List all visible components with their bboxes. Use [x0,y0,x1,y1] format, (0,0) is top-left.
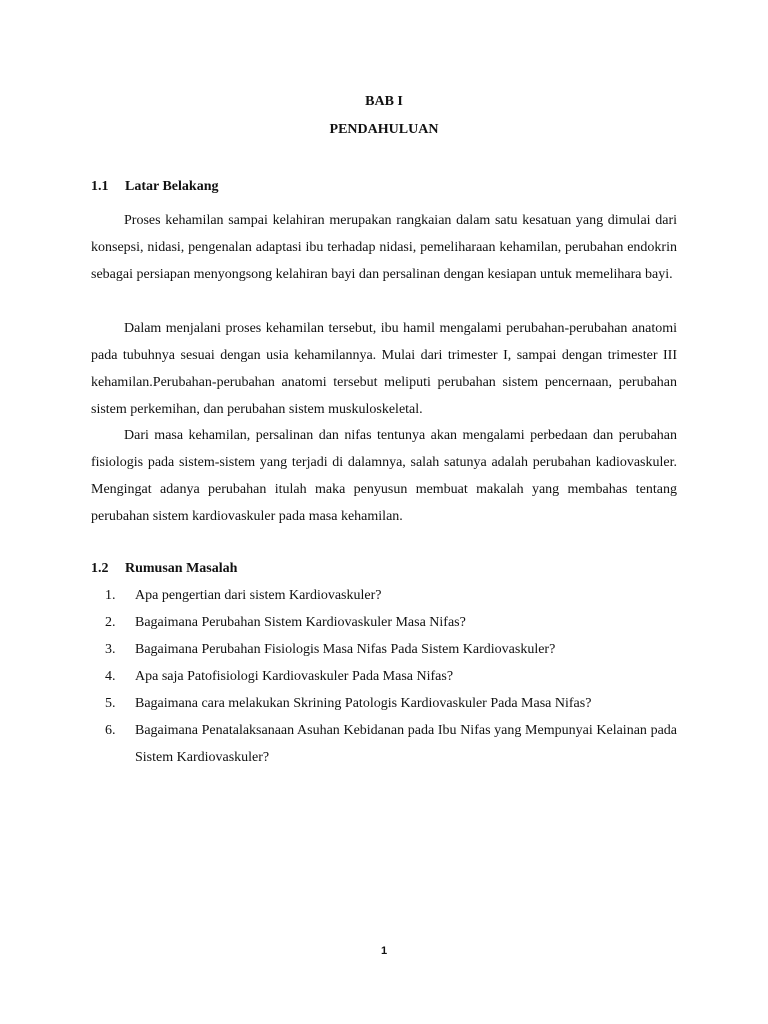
list-item [91,609,677,636]
list-number: 1. [105,588,116,603]
problem-list [91,582,677,771]
list-item-text: Bagaimana Penatalaksanaan Asuhan Kebidanan pada Ibu Nifas yang Mempunyai Kelainan pada Sistem Kardiovaskuler? [135,723,677,765]
list-item [91,663,677,690]
list-item-text: Apa pengertian dari sistem Kardiovaskuler? [135,588,382,603]
section-title: Latar Belakang [125,179,219,194]
page-number: 1 [380,945,388,957]
section-heading-rumusan-masalah [91,560,237,578]
section-number: 1.1 [91,179,109,194]
section-heading-latar-belakang [91,178,218,196]
paragraph: Dalam menjalani proses kehamilan tersebut, ibu hamil mengalami perubahan-perubahan anatomi pada tubuhnya sesuai dengan usia kehamilannya. Mulai dari trimester I, sampai dengan trimester III kehamilan.Perubahan-perubahan anatomi tersebut meliputi perubahan sistem pencernaan, perubahan sistem perkemihan, dan perubahan sistem muskuloskeletal. [91,321,677,417]
list-number: 2. [105,615,116,630]
list-item-text: Bagaimana Perubahan Fisiologis Masa Nifas Pada Sistem Kardiovaskuler? [135,642,556,657]
list-item [91,717,677,771]
list-item-text: Apa saja Patofisiologi Kardiovaskuler Pada Masa Nifas? [135,669,454,684]
section-number: 1.2 [91,561,109,576]
list-item [91,690,677,717]
list-item-text: Bagaimana Perubahan Sistem Kardiovaskuler Masa Nifas? [135,615,466,630]
list-number: 5. [105,696,116,711]
paragraph: Dari masa kehamilan, persalinan dan nifas tentunya akan mengalami perbedaan dan perubahan fisiologis pada sistem-sistem yang terjadi di dalamnya, salah satunya adalah perubahan kadiovaskuler. Mengingat adanya perubahan itulah maka penyusun membuat makalah yang membahas tentang perubahan sistem kardiovaskuler pada masa kehamilan. [91,428,677,524]
chapter-label: BAB I [365,94,403,109]
list-number: 6. [105,723,116,738]
list-item-text: Bagaimana cara melakukan Skrining Patologis Kardiovaskuler Pada Masa Nifas? [135,696,592,711]
list-number: 3. [105,642,116,657]
chapter-title: PENDAHULUAN [329,122,439,137]
list-item [91,582,677,609]
list-item [91,636,677,663]
section-title: Rumusan Masalah [125,561,238,576]
paragraph: Proses kehamilan sampai kelahiran merupakan rangkaian dalam satu kesatuan yang dimulai dari konsepsi, nidasi, pengenalan adaptasi ibu terhadap nidasi, pemeliharaan kehamilan, perubahan endokrin sebagai persiapan menyongsong kelahiran bayi dan persalinan dengan kesiapan untuk memelihara bayi. [91,213,677,282]
list-number: 4. [105,669,116,684]
